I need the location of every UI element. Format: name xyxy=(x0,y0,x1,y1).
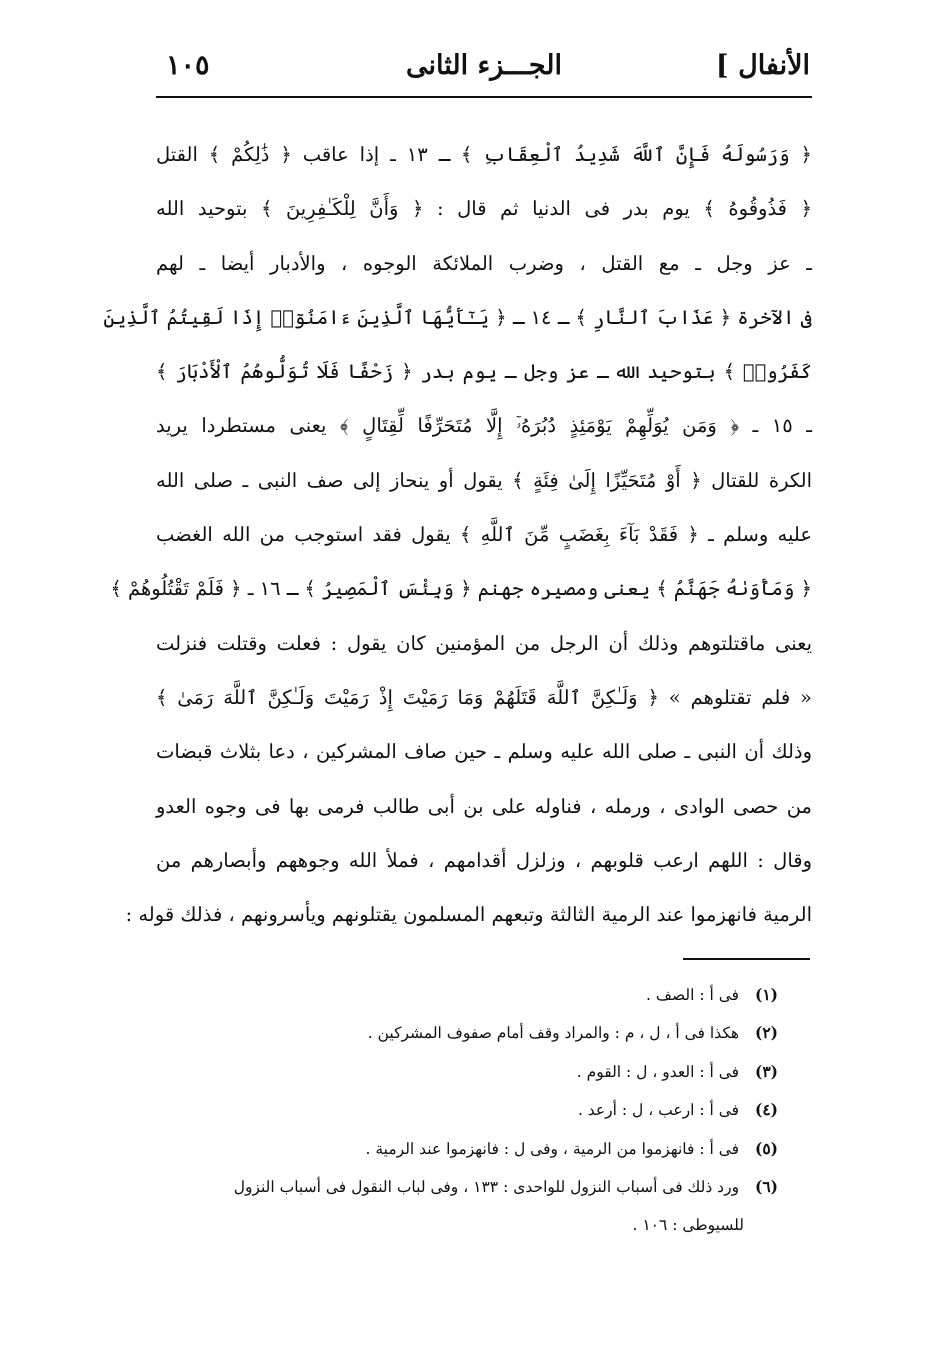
footnote xyxy=(150,1091,778,1129)
footnotes xyxy=(150,976,778,1245)
text-line: ﴿ فَذُوقُوهُ ﴾ يوم بدر فى الدنيا ثم قال : ﴿ وَأَنَّ لِلْكَـٰفِرِينَ ﴾ بتوحيد الله xyxy=(156,197,812,221)
text-line: كَفَرُوا۟ ﴾ بتوحيد الله ـ عز وجل ـ يوم بدر ﴿ زَحْفًا فَلَا تُوَلُّوهُمُ ٱلْأَدْبَارَ ﴾ xyxy=(156,360,812,384)
footnote-number: (٥) xyxy=(754,1138,778,1158)
footnote-number: (٤) xyxy=(754,1100,778,1120)
main-text xyxy=(103,128,812,942)
text-line: وقال : اللهم ارعب قلوبهم ، وزلزل أقدامهم ، فملأ الله وجوههم وأبصارهم من xyxy=(156,848,812,872)
footnote-text: فى أ : الصف . xyxy=(646,986,740,1004)
footnote-rule xyxy=(683,958,810,960)
text-line: « فلم تقتلوهم » ﴿ وَلَـٰكِنَّ ٱللَّهَ قَتَلَهُمْ وَمَا رَمَيْتَ إِذْ رَمَيْتَ وَلَـٰكِنَّ ٱللَّهَ رَمَىٰ ﴾ xyxy=(156,685,812,709)
text-line: فى الآخرة ﴿ عَذَابَ ٱلنَّارِ ﴾ ـ ١٤ ـ ﴿ يَـٰٓأَيُّهَا ٱلَّذِينَ ءَامَنُوٓا۟ إِذَا لَقِيتُمُ ٱلَّذِينَ xyxy=(103,305,812,329)
text-line: وذلك أن النبى ـ صلى الله عليه وسلم ـ حين صاف المشركين ، دعا بثلاث قبضات xyxy=(156,740,812,764)
page-number: ١٠٥ xyxy=(166,50,210,81)
text-line: الرمية فانهزموا عند الرمية الثالثة وتبعهم المسلمون يقتلونهم ويأسرونهم ، فذلك قوله : xyxy=(125,903,812,927)
part-title: الجـــزء الثانى xyxy=(405,50,563,81)
footnote-continuation: للسيوطى : ١٠٦ . xyxy=(632,1216,744,1235)
footnote xyxy=(150,1014,778,1052)
text-line: عليه وسلم ـ ﴿ فَقَدْ بَآءَ بِغَضَبٍ مِّنَ ٱللَّهِ ﴾ يقول فقد استوجب من الله الغضب xyxy=(156,523,812,547)
footnote-text: فى أ : فانهزموا من الرمية ، وفى ل : فانهزموا عند الرمية . xyxy=(365,1139,740,1158)
footnote-text: فى أ : العدو ، ل : القوم . xyxy=(576,1062,740,1081)
header-rule xyxy=(156,96,812,98)
footnote-number: (١) xyxy=(754,985,778,1004)
section-name: الأنفال ] xyxy=(715,50,810,81)
footnote-number: (٢) xyxy=(754,1023,778,1043)
text-line: الكرة للقتال ﴿ أَوْ مُتَحَيِّزًا إِلَىٰ فِئَةٍ ﴾ يقول أو ينحاز إلى صف النبى ـ صلى الله xyxy=(156,468,812,492)
text-line: ـ ١٥ ـ ﴿ وَمَن يُوَلِّهِمْ يَوْمَئِذٍ دُبُرَهُۥٓ إِلَّا مُتَحَرِّفًا لِّقِتَالٍ ﴾ يعنى مستطردا يريد xyxy=(156,414,812,438)
page-header xyxy=(158,44,810,88)
footnote-number: (٣) xyxy=(754,1061,778,1081)
footnote-text: هكذا فى أ ، ل ، م : والمراد وقف أمام صفوف المشركين . xyxy=(367,1024,740,1043)
footnote-number: (٦) xyxy=(754,1176,778,1196)
footnote xyxy=(150,976,778,1014)
footnote xyxy=(150,1168,778,1206)
footnote-text: فى أ : ارعب ، ل : أرعد . xyxy=(577,1101,740,1120)
footnote xyxy=(150,1053,778,1091)
text-line: ﴿ وَرَسُولَهُ فَإِنَّ ٱللَّهَ شَدِيدُ ٱلْعِقَابِ ﴾ ـ ١٣ ـ إذا عاقب ﴿ ذَٰلِكُمْ ﴾ القتل xyxy=(156,143,812,166)
footnote-text: ورد ذلك فى أسباب النزول للواحدى : ١٣٣ ، وفى لباب النقول فى أسباب النزول xyxy=(233,1177,740,1196)
text-line: ﴿ وَمَأْوَىٰهُ جَهَنَّمُ ﴾ يعنى ومصيره جهنم ﴿ وَبِئْسَ ٱلْمَصِيرُ ﴾ ـ ١٦ ـ ﴿ فَلَمْ تَقْتُلُوهُمْ ﴾ xyxy=(110,577,812,601)
text-line: يعنى ماقتلتوهم وذلك أن الرجل من المؤمنين كان يقول : فعلت وقتلت فنزلت xyxy=(156,631,812,655)
text-line: من حصى الوادى ، ورمله ، فناوله على بن أبى طالب فرمى بها فى وجوه العدو xyxy=(156,794,812,818)
text-line: ـ عز وجل ـ مع القتل ، وضرب الملائكة الوجوه ، والأدبار أيضا ـ لهم xyxy=(156,251,812,275)
footnote xyxy=(150,1130,778,1168)
